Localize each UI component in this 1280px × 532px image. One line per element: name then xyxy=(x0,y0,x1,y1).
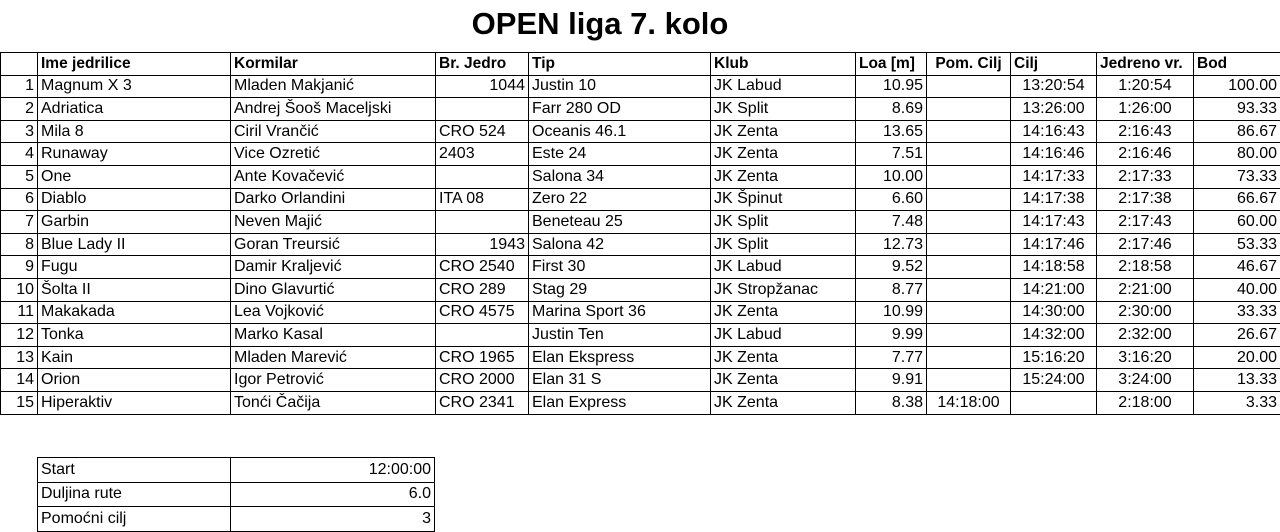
cell-type: Elan 31 S xyxy=(529,369,711,392)
table-row xyxy=(1,346,1280,369)
cell-finish: 14:16:43 xyxy=(1011,120,1097,143)
table-row xyxy=(1,211,1280,234)
cell-name: Makakada xyxy=(38,301,231,324)
cell-aux-finish xyxy=(927,211,1011,234)
results-table xyxy=(0,52,1280,415)
header-points: Bod xyxy=(1194,53,1280,76)
cell-club: JK Zenta xyxy=(711,120,856,143)
cell-rank: 7 xyxy=(1,211,38,234)
cell-finish: 13:20:54 xyxy=(1011,75,1097,98)
cell-rank: 13 xyxy=(1,346,38,369)
cell-sail xyxy=(436,165,529,188)
cell-name: Fugu xyxy=(38,256,231,279)
cell-sail: ITA 08 xyxy=(436,188,529,211)
cell-sail: 1943 xyxy=(436,233,529,256)
cell-finish: 14:17:33 xyxy=(1011,165,1097,188)
cell-elapsed: 2:17:46 xyxy=(1097,233,1194,256)
cell-helmsman: Darko Orlandini xyxy=(231,188,436,211)
header-finish: Cilj xyxy=(1011,53,1097,76)
cell-helmsman: Neven Majić xyxy=(231,211,436,234)
cell-points: 53.33 xyxy=(1194,233,1280,256)
cell-type: Elan Express xyxy=(529,391,711,414)
cell-finish: 14:30:00 xyxy=(1011,301,1097,324)
cell-name: Diablo xyxy=(38,188,231,211)
cell-finish: 13:26:00 xyxy=(1011,98,1097,121)
cell-type: Elan Ekspress xyxy=(529,346,711,369)
cell-club: JK Zenta xyxy=(711,143,856,166)
cell-finish: 15:24:00 xyxy=(1011,369,1097,392)
cell-type: Marina Sport 36 xyxy=(529,301,711,324)
cell-points: 33.33 xyxy=(1194,301,1280,324)
cell-rank: 5 xyxy=(1,165,38,188)
cell-loa: 9.52 xyxy=(856,256,927,279)
cell-type: Zero 22 xyxy=(529,188,711,211)
cell-finish: 14:17:38 xyxy=(1011,188,1097,211)
cell-helmsman: Mladen Marević xyxy=(231,346,436,369)
cell-club: JK Stropžanac xyxy=(711,278,856,301)
cell-finish: 14:21:00 xyxy=(1011,278,1097,301)
summary-row xyxy=(38,507,435,532)
cell-type: First 30 xyxy=(529,256,711,279)
cell-loa: 10.95 xyxy=(856,75,927,98)
cell-elapsed: 2:16:43 xyxy=(1097,120,1194,143)
cell-finish: 14:32:00 xyxy=(1011,324,1097,347)
cell-elapsed: 2:32:00 xyxy=(1097,324,1194,347)
cell-club: JK Zenta xyxy=(711,346,856,369)
summary-value: 6.0 xyxy=(231,482,435,507)
cell-aux-finish xyxy=(927,369,1011,392)
cell-club: JK Zenta xyxy=(711,369,856,392)
cell-rank: 10 xyxy=(1,278,38,301)
cell-points: 80.00 xyxy=(1194,143,1280,166)
table-row xyxy=(1,98,1280,121)
cell-rank: 14 xyxy=(1,369,38,392)
cell-finish: 14:17:46 xyxy=(1011,233,1097,256)
summary-label: Duljina rute xyxy=(38,482,231,507)
header-club: Klub xyxy=(711,53,856,76)
cell-sail xyxy=(436,211,529,234)
table-row xyxy=(1,188,1280,211)
cell-name: One xyxy=(38,165,231,188)
cell-points: 60.00 xyxy=(1194,211,1280,234)
cell-sail: CRO 524 xyxy=(436,120,529,143)
cell-name: Magnum X 3 xyxy=(38,75,231,98)
table-row xyxy=(1,324,1280,347)
cell-elapsed: 2:18:58 xyxy=(1097,256,1194,279)
table-header-row xyxy=(1,53,1280,76)
page-title: OPEN liga 7. kolo xyxy=(0,4,1200,44)
cell-helmsman: Vice Ozretić xyxy=(231,143,436,166)
header-name: Ime jedrilice xyxy=(38,53,231,76)
table-row xyxy=(1,233,1280,256)
cell-elapsed: 2:16:46 xyxy=(1097,143,1194,166)
summary-row xyxy=(38,482,435,507)
cell-elapsed: 2:17:43 xyxy=(1097,211,1194,234)
cell-loa: 7.48 xyxy=(856,211,927,234)
cell-rank: 1 xyxy=(1,75,38,98)
cell-club: JK Labud xyxy=(711,75,856,98)
cell-finish: 14:18:58 xyxy=(1011,256,1097,279)
summary-value: 12:00:00 xyxy=(231,458,435,483)
cell-name: Hiperaktiv xyxy=(38,391,231,414)
cell-helmsman: Tonći Čačija xyxy=(231,391,436,414)
cell-points: 66.67 xyxy=(1194,188,1280,211)
cell-aux-finish xyxy=(927,346,1011,369)
cell-helmsman: Marko Kasal xyxy=(231,324,436,347)
cell-sail: CRO 2540 xyxy=(436,256,529,279)
cell-name: Mila 8 xyxy=(38,120,231,143)
cell-points: 93.33 xyxy=(1194,98,1280,121)
cell-aux-finish xyxy=(927,143,1011,166)
cell-rank: 9 xyxy=(1,256,38,279)
table-row xyxy=(1,120,1280,143)
header-loa: Loa [m] xyxy=(856,53,927,76)
cell-finish: 14:17:43 xyxy=(1011,211,1097,234)
summary-label: Start xyxy=(38,458,231,483)
cell-loa: 13.65 xyxy=(856,120,927,143)
cell-club: JK Labud xyxy=(711,324,856,347)
table-row xyxy=(1,143,1280,166)
cell-elapsed: 2:17:33 xyxy=(1097,165,1194,188)
cell-sail: CRO 2341 xyxy=(436,391,529,414)
cell-elapsed: 3:24:00 xyxy=(1097,369,1194,392)
cell-rank: 2 xyxy=(1,98,38,121)
cell-elapsed: 1:26:00 xyxy=(1097,98,1194,121)
cell-sail: CRO 289 xyxy=(436,278,529,301)
cell-aux-finish xyxy=(927,301,1011,324)
cell-rank: 3 xyxy=(1,120,38,143)
cell-loa: 7.51 xyxy=(856,143,927,166)
cell-name: Adriatica xyxy=(38,98,231,121)
cell-sail: CRO 4575 xyxy=(436,301,529,324)
cell-sail: 2403 xyxy=(436,143,529,166)
cell-points: 73.33 xyxy=(1194,165,1280,188)
cell-elapsed: 1:20:54 xyxy=(1097,75,1194,98)
cell-name: Kain xyxy=(38,346,231,369)
cell-helmsman: Ciril Vrančić xyxy=(231,120,436,143)
table-row xyxy=(1,75,1280,98)
cell-type: Justin Ten xyxy=(529,324,711,347)
cell-type: Este 24 xyxy=(529,143,711,166)
cell-type: Beneteau 25 xyxy=(529,211,711,234)
cell-sail: CRO 1965 xyxy=(436,346,529,369)
cell-helmsman: Goran Treursić xyxy=(231,233,436,256)
cell-loa: 8.69 xyxy=(856,98,927,121)
cell-aux-finish xyxy=(927,324,1011,347)
header-helmsman: Kormilar xyxy=(231,53,436,76)
cell-aux-finish xyxy=(927,278,1011,301)
cell-points: 46.67 xyxy=(1194,256,1280,279)
cell-loa: 10.00 xyxy=(856,165,927,188)
table-row xyxy=(1,278,1280,301)
cell-rank: 11 xyxy=(1,301,38,324)
cell-loa: 12.73 xyxy=(856,233,927,256)
cell-type: Salona 34 xyxy=(529,165,711,188)
cell-name: Blue Lady II xyxy=(38,233,231,256)
cell-aux-finish xyxy=(927,233,1011,256)
cell-helmsman: Lea Vojković xyxy=(231,301,436,324)
cell-rank: 12 xyxy=(1,324,38,347)
header-elapsed: Jedreno vr. xyxy=(1097,53,1194,76)
cell-finish xyxy=(1011,391,1097,414)
cell-type: Stag 29 xyxy=(529,278,711,301)
cell-loa: 10.99 xyxy=(856,301,927,324)
cell-points: 100.00 xyxy=(1194,75,1280,98)
cell-points: 20.00 xyxy=(1194,346,1280,369)
table-row xyxy=(1,256,1280,279)
cell-name: Runaway xyxy=(38,143,231,166)
cell-loa: 8.77 xyxy=(856,278,927,301)
cell-helmsman: Igor Petrović xyxy=(231,369,436,392)
cell-name: Garbin xyxy=(38,211,231,234)
cell-club: JK Split xyxy=(711,211,856,234)
cell-rank: 6 xyxy=(1,188,38,211)
cell-finish: 14:16:46 xyxy=(1011,143,1097,166)
cell-elapsed: 3:16:20 xyxy=(1097,346,1194,369)
cell-sail: 1044 xyxy=(436,75,529,98)
cell-aux-finish xyxy=(927,188,1011,211)
cell-aux-finish xyxy=(927,120,1011,143)
cell-name: Tonka xyxy=(38,324,231,347)
cell-helmsman: Andrej Šooš Maceljski xyxy=(231,98,436,121)
cell-type: Farr 280 OD xyxy=(529,98,711,121)
cell-points: 3.33 xyxy=(1194,391,1280,414)
cell-helmsman: Dino Glavurtić xyxy=(231,278,436,301)
summary-label: Pomoćni cilj xyxy=(38,507,231,532)
cell-rank: 8 xyxy=(1,233,38,256)
cell-elapsed: 2:21:00 xyxy=(1097,278,1194,301)
cell-aux-finish xyxy=(927,75,1011,98)
table-row xyxy=(1,301,1280,324)
cell-loa: 7.77 xyxy=(856,346,927,369)
summary-table xyxy=(37,457,435,532)
header-sail: Br. Jedro xyxy=(436,53,529,76)
cell-elapsed: 2:17:38 xyxy=(1097,188,1194,211)
cell-helmsman: Mladen Makjanić xyxy=(231,75,436,98)
cell-club: JK Špinut xyxy=(711,188,856,211)
cell-club: JK Split xyxy=(711,233,856,256)
summary-value: 3 xyxy=(231,507,435,532)
cell-aux-finish: 14:18:00 xyxy=(927,391,1011,414)
header-type: Tip xyxy=(529,53,711,76)
cell-loa: 9.99 xyxy=(856,324,927,347)
cell-club: JK Labud xyxy=(711,256,856,279)
cell-aux-finish xyxy=(927,165,1011,188)
cell-finish: 15:16:20 xyxy=(1011,346,1097,369)
cell-name: Orion xyxy=(38,369,231,392)
cell-points: 86.67 xyxy=(1194,120,1280,143)
header-rank xyxy=(1,53,38,76)
summary-row xyxy=(38,458,435,483)
header-aux-finish: Pom. Cilj xyxy=(927,53,1011,76)
cell-club: JK Split xyxy=(711,98,856,121)
cell-sail xyxy=(436,324,529,347)
table-row xyxy=(1,165,1280,188)
cell-loa: 9.91 xyxy=(856,369,927,392)
cell-type: Salona 42 xyxy=(529,233,711,256)
cell-type: Oceanis 46.1 xyxy=(529,120,711,143)
cell-name: Šolta II xyxy=(38,278,231,301)
cell-points: 40.00 xyxy=(1194,278,1280,301)
cell-club: JK Zenta xyxy=(711,301,856,324)
cell-aux-finish xyxy=(927,98,1011,121)
cell-loa: 6.60 xyxy=(856,188,927,211)
cell-points: 13.33 xyxy=(1194,369,1280,392)
cell-sail: CRO 2000 xyxy=(436,369,529,392)
cell-club: JK Zenta xyxy=(711,165,856,188)
cell-elapsed: 2:30:00 xyxy=(1097,301,1194,324)
cell-type: Justin 10 xyxy=(529,75,711,98)
cell-club: JK Zenta xyxy=(711,391,856,414)
cell-points: 26.67 xyxy=(1194,324,1280,347)
cell-rank: 15 xyxy=(1,391,38,414)
cell-rank: 4 xyxy=(1,143,38,166)
cell-helmsman: Ante Kovačević xyxy=(231,165,436,188)
cell-aux-finish xyxy=(927,256,1011,279)
cell-sail xyxy=(436,98,529,121)
cell-loa: 8.38 xyxy=(856,391,927,414)
table-row xyxy=(1,391,1280,414)
cell-elapsed: 2:18:00 xyxy=(1097,391,1194,414)
cell-helmsman: Damir Kraljević xyxy=(231,256,436,279)
table-row xyxy=(1,369,1280,392)
